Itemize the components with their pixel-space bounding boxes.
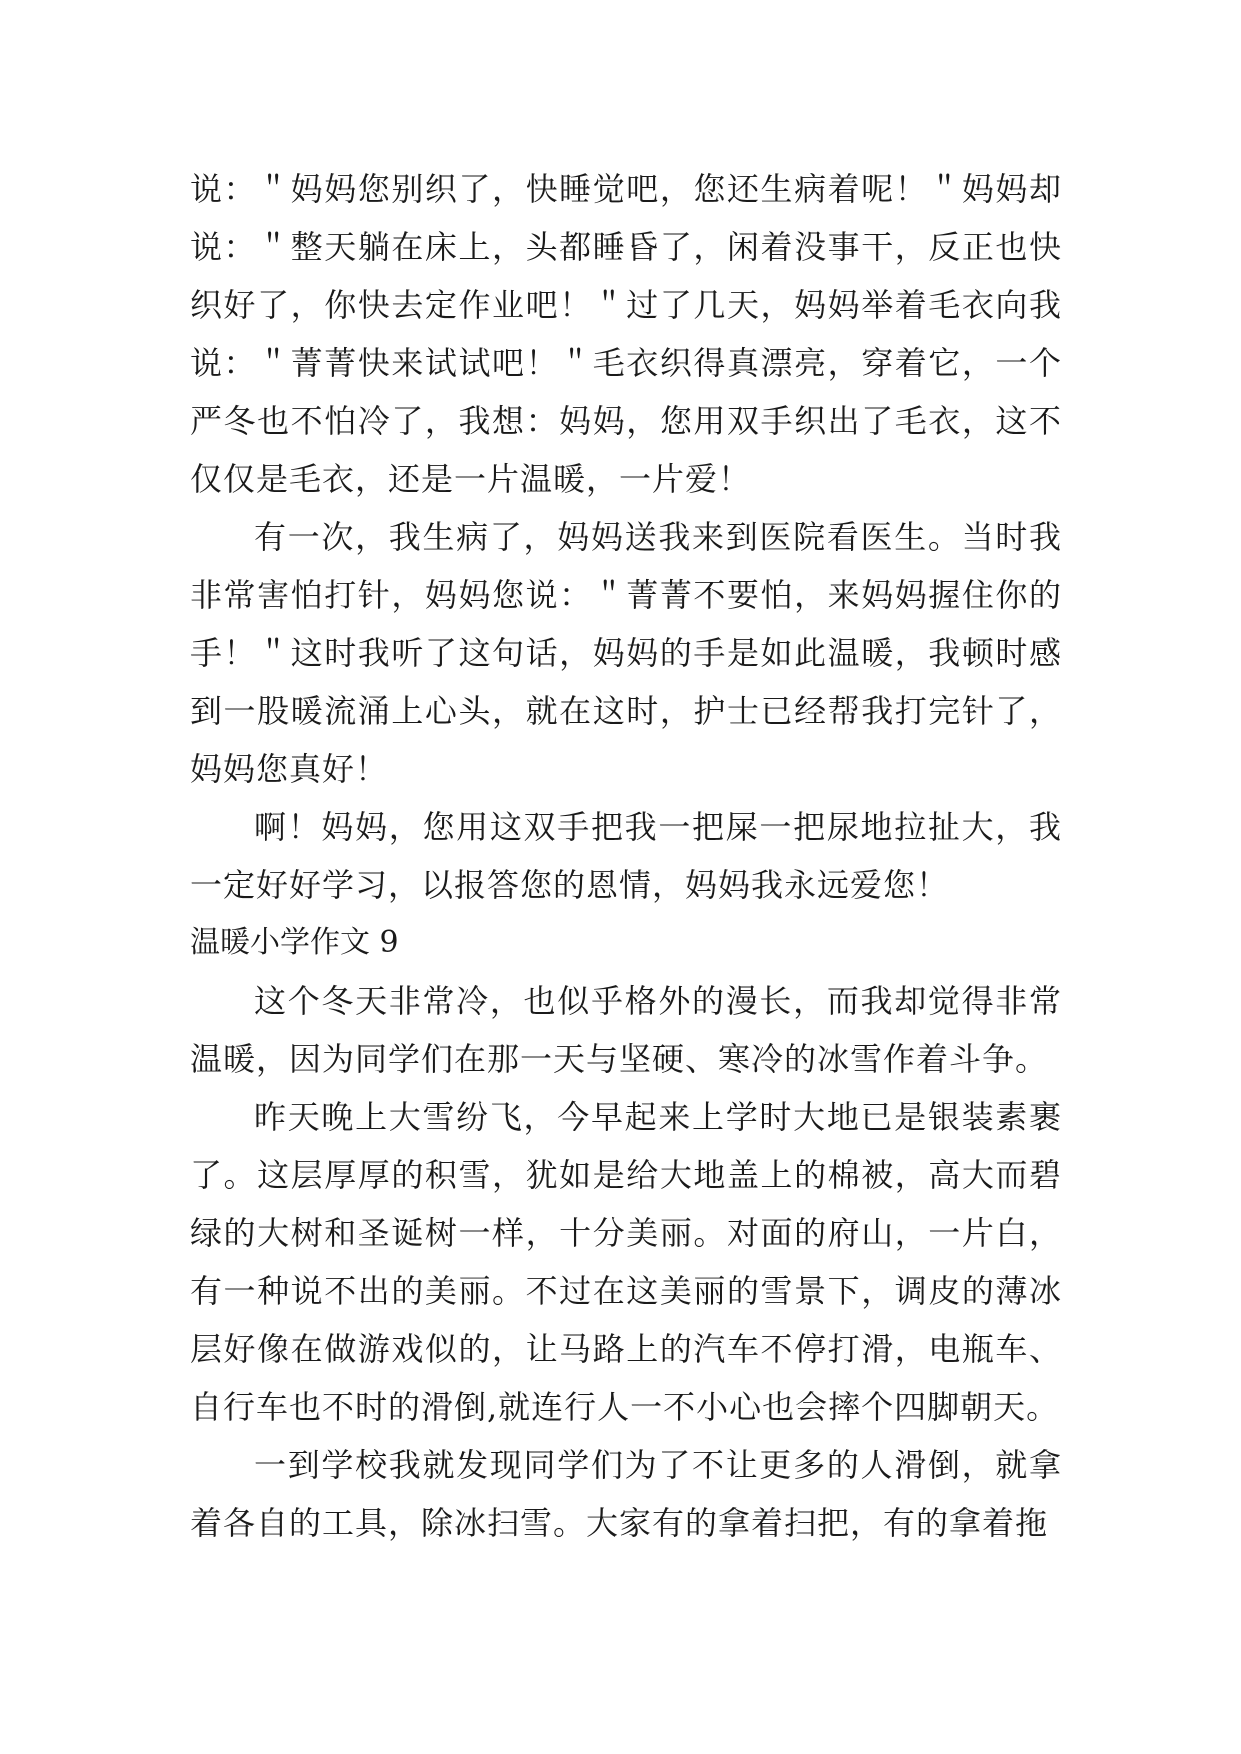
paragraph-2: 有一次，我生病了，妈妈送我来到医院看医生。当时我非常害怕打针，妈妈您说：＂菁菁不要怕，来妈妈握住你的手！＂这时我听了这句话，妈妈的手是如此温暖，我顿时感到一股暖流涌上心头，就在这时，护士已经帮我打完针了，妈妈您真好！	[190, 518, 1062, 788]
paragraph-5: 昨天晚上大雪纷飞，今早起来上学时大地已是银装素裹了。这层厚厚的积雪，犹如是给大地盖上的棉被，高大而碧绿的大树和圣诞树一样，十分美丽。对面的府山，一片白，有一种说不出的美丽。不过在这美丽的雪景下，调皮的薄冰层好像在做游戏似的，让马路上的汽车不停打滑，电瓶车、自行车也不时的滑倒,就连行人一不小心也会摔个四脚朝天。	[190, 1098, 1062, 1426]
paragraph-3: 啊！妈妈，您用这双手把我一把屎一把尿地拉扯大，我一定好好学习，以报答您的恩情，妈妈我永远爱您！	[190, 808, 1062, 904]
paragraph-4: 这个冬天非常冷，也似乎格外的漫长，而我却觉得非常温暖，因为同学们在那一天与坚硬、寒冷的冰雪作着斗争。	[190, 982, 1062, 1078]
paragraph-1: 说：＂妈妈您别织了，快睡觉吧，您还生病着呢！＂妈妈却说：＂整天躺在床上，头都睡昏了，闲着没事干，反正也快织好了，你快去定作业吧！＂过了几天，妈妈举着毛衣向我说：＂菁菁快来试试吧！＂毛衣织得真漂亮，穿着它，一个严冬也不怕冷了，我想：妈妈，您用双手织出了毛衣，这不仅仅是毛衣，还是一片温暖，一片爱！	[190, 170, 1062, 498]
paragraph-6: 一到学校我就发现同学们为了不让更多的人滑倒，就拿着各自的工具，除冰扫雪。大家有的拿着扫把，有的拿着拖	[190, 1446, 1062, 1542]
document-body	[190, 160, 1062, 1552]
section-heading: 温暖小学作文 9	[190, 925, 399, 960]
